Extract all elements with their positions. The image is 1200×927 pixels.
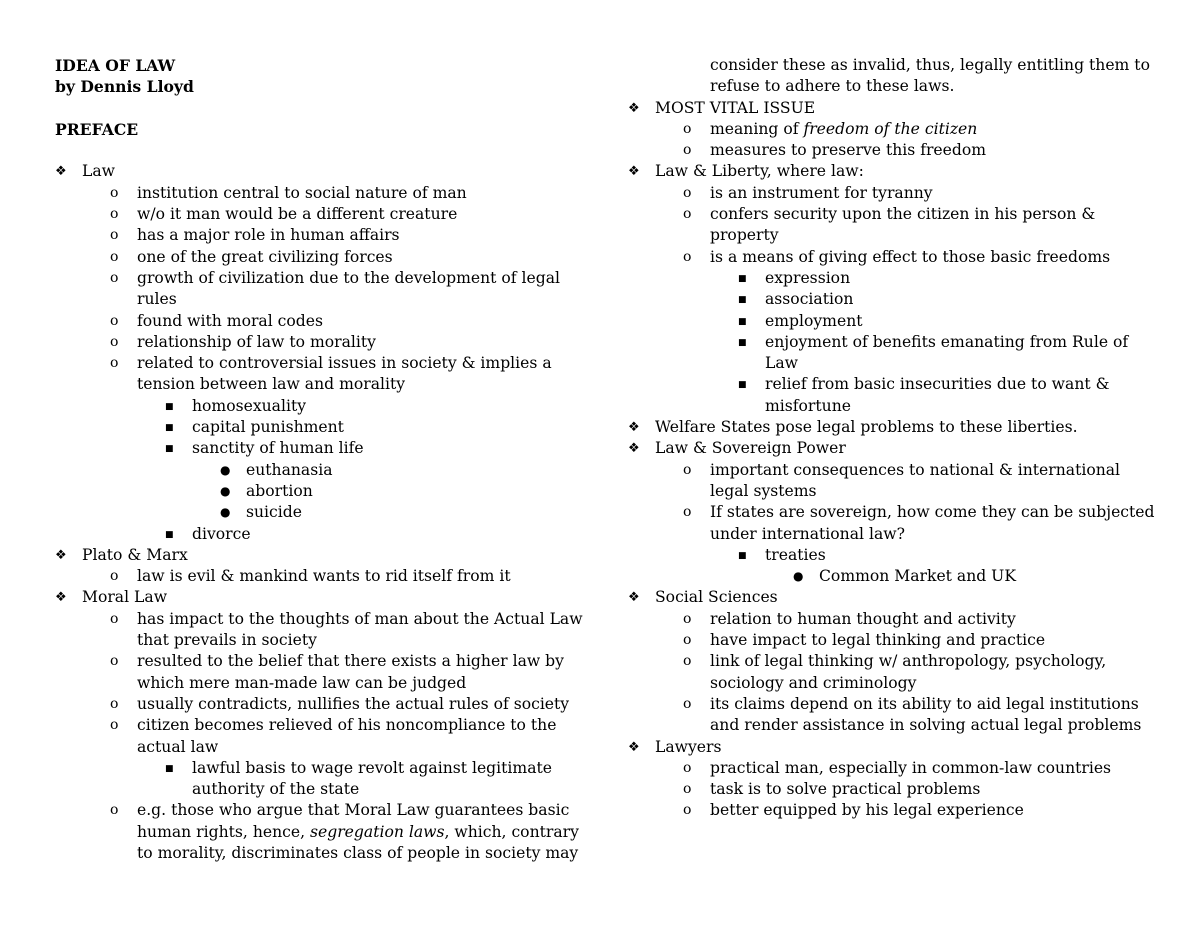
outline-text: homosexuality	[192, 396, 307, 415]
outline-text: confers security upon the citizen in his person &	[710, 205, 1096, 224]
bullet-icon: o	[110, 206, 119, 223]
outline-text: law is evil & mankind wants to rid itself from it	[137, 567, 511, 586]
italic-term: freedom of the citizen	[803, 119, 978, 138]
outline-text: citizen becomes relieved of his noncompliance to the	[137, 716, 557, 735]
outline-text: which mere man-made law can be judged	[137, 673, 467, 692]
outline-text: tension between law and morality	[137, 375, 406, 394]
outline-line	[55, 204, 585, 225]
bullet-icon: ■	[165, 444, 174, 455]
outline-text: task is to solve practical problems	[710, 780, 981, 799]
outline-line	[55, 460, 585, 481]
outline-text: property	[710, 226, 779, 245]
right-column	[628, 55, 1153, 822]
outline-line	[55, 566, 585, 587]
bullet-icon: o	[110, 653, 119, 670]
outline-line	[55, 311, 585, 332]
bullet-icon: ■	[165, 763, 174, 774]
outline-text: link of legal thinking w/ anthropology, psychology,	[710, 652, 1107, 671]
outline-text: actual law	[137, 737, 219, 756]
outline-line	[55, 183, 585, 204]
outline-text: consider these as invalid, thus, legally entitling them to	[710, 56, 1150, 74]
outline-text: Law	[82, 162, 115, 181]
outline-line	[628, 289, 1153, 310]
bullet-icon: o	[683, 142, 692, 159]
outline-line	[628, 332, 1153, 353]
outline-line	[628, 353, 1153, 374]
document-author: by Dennis Lloyd	[55, 77, 194, 97]
outline-text: expression	[765, 268, 851, 287]
outline-text: under international law?	[710, 524, 905, 543]
bullet-icon: o	[683, 781, 692, 798]
outline-line	[55, 779, 585, 800]
outline-line	[628, 76, 1153, 97]
outline-line	[55, 417, 585, 438]
outline-text: w/o it man would be a different creature	[137, 205, 458, 224]
outline-text: Welfare States pose legal problems to these liberties.	[655, 418, 1078, 437]
outline-line	[55, 843, 585, 864]
bullet-icon: ■	[738, 295, 747, 306]
outline-text: refuse to adhere to these laws.	[710, 77, 955, 96]
outline-text: that prevails in society	[137, 631, 317, 650]
outline-text: growth of civilization due to the development of legal	[137, 268, 561, 287]
bullet-icon: ●	[220, 462, 231, 477]
outline-line	[55, 225, 585, 246]
outline-text: e.g. those who argue that Moral Law guarantees basic	[137, 801, 570, 820]
outline-text: lawful basis to wage revolt against legitimate	[192, 758, 552, 777]
outline-line	[628, 183, 1153, 204]
outline-text: enjoyment of benefits emanating from Rule of	[765, 332, 1129, 351]
outline-line	[55, 374, 585, 395]
outline-line	[628, 225, 1153, 246]
outline-line	[628, 55, 1153, 76]
outline-line	[55, 268, 585, 289]
outline-text: If states are sovereign, how come they can be subjected	[710, 503, 1155, 522]
bullet-icon: ❖	[55, 164, 67, 180]
outline-line	[628, 438, 1153, 459]
bullet-icon: o	[683, 461, 692, 478]
outline-line	[55, 332, 585, 353]
outline-line	[55, 481, 585, 502]
outline-line	[628, 609, 1153, 630]
outline-text: measures to preserve this freedom	[710, 141, 987, 160]
section-heading: PREFACE	[55, 119, 139, 139]
outline-text: treaties	[765, 545, 826, 564]
bullet-icon: o	[683, 206, 692, 223]
bullet-icon: ❖	[628, 441, 640, 457]
outline-text: euthanasia	[246, 460, 333, 479]
outline-text: Plato & Marx	[82, 545, 188, 564]
bullet-icon: ■	[165, 529, 174, 540]
outline-line	[628, 673, 1153, 694]
outline-line	[55, 694, 585, 715]
outline-line	[55, 247, 585, 268]
outline-line	[628, 524, 1153, 545]
bullet-icon: o	[110, 802, 119, 819]
outline-line	[628, 374, 1153, 395]
outline-line	[628, 396, 1153, 417]
bullet-icon: o	[683, 802, 692, 819]
outline-line	[628, 98, 1153, 119]
right-outline	[628, 55, 1153, 822]
outline-text: relation to human thought and activity	[710, 609, 1016, 628]
bullet-icon: ■	[165, 401, 174, 412]
outline-text: authority of the state	[192, 780, 360, 799]
outline-text: institution central to social nature of man	[137, 183, 467, 202]
outline-line	[628, 119, 1153, 140]
outline-line	[628, 502, 1153, 523]
outline-line	[628, 587, 1153, 608]
outline-line	[55, 353, 585, 374]
outline-text: related to controversial issues in society & implies a	[137, 354, 552, 373]
outline-text: Law & Sovereign Power	[655, 439, 846, 458]
bullet-icon: o	[683, 184, 692, 201]
text-segment: human rights, hence,	[137, 822, 311, 841]
bullet-icon: ●	[793, 569, 804, 584]
outline-line	[628, 311, 1153, 332]
text-segment: , which, contrary	[444, 822, 579, 841]
outline-line	[55, 438, 585, 459]
bullet-icon: ■	[738, 316, 747, 327]
bullet-icon: o	[683, 610, 692, 627]
outline-line	[55, 396, 585, 417]
outline-text: employment	[765, 311, 863, 330]
bullet-icon: o	[110, 568, 119, 585]
outline-text: divorce	[192, 524, 251, 543]
outline-line	[55, 545, 585, 566]
bullet-icon: ❖	[55, 547, 67, 563]
outline-line	[628, 758, 1153, 779]
outline-text: important consequences to national & international	[710, 460, 1121, 479]
bullet-icon: o	[683, 695, 692, 712]
bullet-icon: o	[683, 653, 692, 670]
bullet-icon: o	[110, 227, 119, 244]
bullet-icon: o	[683, 632, 692, 649]
bullet-icon: o	[683, 120, 692, 137]
bullet-icon: o	[110, 695, 119, 712]
outline-line	[628, 737, 1153, 758]
outline-text: sanctity of human life	[192, 439, 364, 458]
bullet-icon: o	[683, 248, 692, 265]
bullet-icon: o	[110, 717, 119, 734]
outline-text: its claims depend on its ability to aid legal institutions	[710, 694, 1139, 713]
outline-line	[55, 651, 585, 672]
outline-text: legal systems	[710, 481, 817, 500]
outline-line	[628, 566, 1153, 587]
bullet-icon: ❖	[628, 420, 640, 436]
bullet-icon: ■	[738, 337, 747, 348]
bullet-icon: ■	[738, 550, 747, 561]
outline-text: capital punishment	[192, 418, 344, 437]
outline-line	[628, 779, 1153, 800]
outline-text: rules	[137, 290, 177, 309]
outline-line	[628, 694, 1153, 715]
outline-text: is a means of giving effect to those basic freedoms	[710, 247, 1111, 266]
outline-text: practical man, especially in common-law countries	[710, 758, 1112, 777]
bullet-icon: o	[110, 312, 119, 329]
left-outline	[55, 161, 585, 864]
outline-line	[628, 247, 1153, 268]
outline-line	[55, 587, 585, 608]
outline-line	[628, 417, 1153, 438]
outline-line	[628, 800, 1153, 821]
outline-line	[55, 630, 585, 651]
outline-line	[628, 161, 1153, 182]
outline-text: relationship of law to morality	[137, 332, 376, 351]
outline-line	[628, 268, 1153, 289]
outline-text: suicide	[246, 503, 302, 522]
outline-text: and render assistance in solving actual legal problems	[710, 716, 1142, 735]
bullet-icon: o	[110, 248, 119, 265]
outline-line	[628, 630, 1153, 651]
outline-line	[628, 204, 1153, 225]
outline-line	[55, 758, 585, 779]
text-segment: meaning of	[710, 119, 804, 138]
outline-text: Common Market and UK	[819, 567, 1016, 586]
outline-line	[628, 460, 1153, 481]
bullet-icon: ■	[738, 380, 747, 391]
outline-line	[628, 545, 1153, 566]
outline-text: Law	[765, 354, 798, 373]
bullet-icon: ❖	[628, 739, 640, 755]
outline-text: association	[765, 290, 854, 309]
outline-text: better equipped by his legal experience	[710, 801, 1024, 820]
outline-text: MOST VITAL ISSUE	[655, 98, 816, 117]
bullet-icon: o	[110, 355, 119, 372]
outline-line	[55, 822, 585, 843]
outline-line	[55, 715, 585, 736]
outline-text: to morality, discriminates class of people in society may	[137, 843, 579, 862]
bullet-icon: ●	[220, 483, 231, 498]
outline-text: Social Sciences	[655, 588, 778, 607]
bullet-icon: ❖	[628, 590, 640, 606]
outline-text: resulted to the belief that there exists a higher law by	[137, 652, 564, 671]
outline-text: Law & Liberty, where law:	[655, 162, 864, 181]
outline-text	[710, 119, 977, 140]
outline-text: misfortune	[765, 396, 851, 415]
outline-line	[55, 524, 585, 545]
outline-text: relief from basic insecurities due to want &	[765, 375, 1110, 394]
outline-text: has impact to the thoughts of man about the Actual Law	[137, 609, 583, 628]
bullet-icon: o	[110, 333, 119, 350]
outline-line	[55, 502, 585, 523]
outline-text: one of the great civilizing forces	[137, 247, 393, 266]
outline-text: found with moral codes	[137, 311, 323, 330]
outline-line	[55, 289, 585, 310]
outline-line	[55, 673, 585, 694]
outline-text: Moral Law	[82, 588, 168, 607]
outline-text: Lawyers	[655, 737, 722, 756]
outline-text: is an instrument for tyranny	[710, 183, 933, 202]
outline-line	[628, 651, 1153, 672]
bullet-icon: o	[110, 184, 119, 201]
italic-term: segregation laws	[310, 822, 445, 841]
bullet-icon: o	[683, 759, 692, 776]
outline-text: sociology and criminology	[710, 673, 917, 692]
document-title: IDEA OF LAW	[55, 56, 176, 75]
bullet-icon: o	[683, 504, 692, 521]
outline-text: usually contradicts, nullifies the actual rules of society	[137, 694, 570, 713]
outline-line	[55, 737, 585, 758]
bullet-icon: o	[110, 610, 119, 627]
bullet-icon: ❖	[628, 164, 640, 180]
outline-text: has a major role in human affairs	[137, 226, 400, 245]
bullet-icon: ●	[220, 505, 231, 520]
outline-text	[137, 822, 579, 843]
left-column	[55, 55, 585, 864]
outline-text: have impact to legal thinking and practice	[710, 631, 1046, 650]
outline-line	[55, 609, 585, 630]
bullet-icon: o	[110, 269, 119, 286]
outline-line	[628, 715, 1153, 736]
outline-line	[628, 481, 1153, 502]
bullet-icon: ■	[738, 273, 747, 284]
outline-line	[55, 161, 585, 182]
bullet-icon: ❖	[628, 100, 640, 116]
outline-line	[55, 800, 585, 821]
bullet-icon: ❖	[55, 590, 67, 606]
outline-text: abortion	[246, 481, 313, 500]
bullet-icon: ■	[165, 423, 174, 434]
outline-line	[628, 140, 1153, 161]
